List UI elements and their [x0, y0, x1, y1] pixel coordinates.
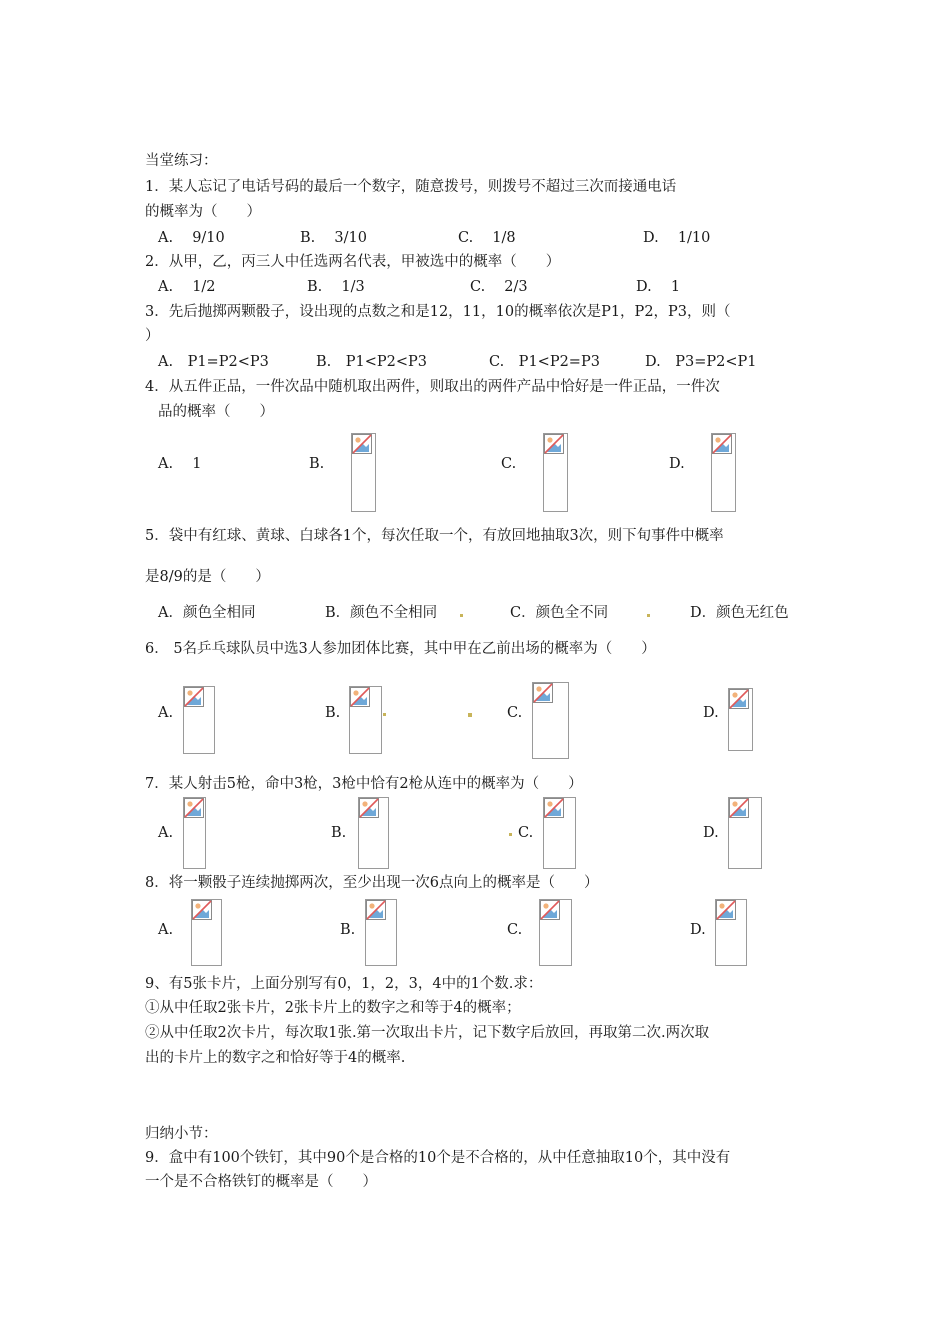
question-1-text: 1．某人忘记了电话号码的最后一个数字，随意拨号，则拨号不超过三次而接通电话 [145, 179, 677, 195]
stray-mark [383, 713, 386, 716]
q6-option-b: B. [325, 705, 341, 721]
q4-option-d: D. [669, 456, 685, 472]
q6-option-c: C. [507, 705, 523, 721]
q5-option-c: C．颜色全不同 [510, 605, 609, 621]
question-5-text-cont: 是8/9的是（ ） [145, 569, 270, 585]
q2-option-d: D. 1 [636, 279, 681, 295]
q6-option-a: A. [158, 705, 174, 721]
question-1-text-cont: 的概率为（ ） [145, 204, 261, 220]
formula-image-placeholder [728, 797, 762, 869]
formula-image-placeholder [728, 688, 753, 751]
q8-option-a: A. [158, 922, 174, 938]
broken-image-icon [366, 900, 386, 920]
question-4-text-cont: 品的概率（ ） [158, 404, 274, 420]
formula-image-placeholder [358, 797, 389, 869]
broken-image-icon [712, 434, 732, 454]
formula-image-placeholder [183, 686, 215, 754]
broken-image-icon [359, 798, 379, 818]
q3-option-a: A. P1=P2<P3 [158, 354, 269, 370]
q1-option-d: D. 1/10 [643, 230, 711, 246]
broken-image-icon [544, 434, 564, 454]
section-heading-summary: 归纳小节： [145, 1126, 218, 1142]
q7-option-a: A. [158, 825, 174, 841]
stray-mark [460, 614, 463, 617]
broken-image-icon [184, 798, 204, 818]
formula-image-placeholder [365, 899, 397, 966]
formula-image-placeholder [183, 797, 206, 869]
question-9-part-2-cont: 出的卡片上的数字之和恰好等于4的概率. [145, 1050, 406, 1066]
q7-option-d: D. [703, 825, 719, 841]
formula-image-placeholder [543, 797, 576, 869]
question-4-text: 4．从五件正品，一件次品中随机取出两件，则取出的两件产品中恰好是一件正品，一件次 [145, 379, 720, 395]
broken-image-icon [352, 434, 372, 454]
broken-image-icon [533, 683, 553, 703]
q4-option-c: C. [501, 456, 517, 472]
question-9-part-1: ①从中任取2张卡片，2张卡片上的数字之和等于4的概率； [145, 1000, 521, 1016]
q8-option-d: D. [690, 922, 706, 938]
q2-option-c: C. 2/3 [470, 279, 528, 295]
question-2-text: 2．从甲，乙，丙三人中任选两名代表，甲被选中的概率（ ） [145, 254, 561, 270]
q3-option-c: C. P1<P2=P3 [489, 354, 600, 370]
formula-image-placeholder [711, 433, 736, 512]
formula-image-placeholder [351, 433, 376, 512]
q2-option-a: A. 1/2 [158, 279, 216, 295]
q8-option-b: B. [340, 922, 356, 938]
broken-image-icon [350, 687, 370, 707]
formula-image-placeholder [539, 899, 572, 966]
formula-image-placeholder [191, 899, 222, 966]
broken-image-icon [184, 687, 204, 707]
q1-option-b: B. 3/10 [300, 230, 367, 246]
q1-option-a: A. 9/10 [158, 230, 225, 246]
formula-image-placeholder [532, 682, 569, 759]
stray-mark [647, 614, 650, 617]
question-3-text-cont: ） [145, 328, 160, 344]
question-10-text: 9．盒中有100个铁钉，其中90个是合格的10个是不合格的，从中任意抽取10个，其中没有 [145, 1150, 731, 1166]
formula-image-placeholder [715, 899, 747, 966]
broken-image-icon [729, 689, 749, 709]
q7-option-b: B. [331, 825, 347, 841]
q4-option-b: B. [309, 456, 325, 472]
q5-option-d: D．颜色无红色 [690, 605, 789, 621]
question-9-text: 9、有5张卡片，上面分别写有0，1，2，3，4中的1个数.求： [145, 976, 543, 992]
broken-image-icon [729, 798, 749, 818]
q7-option-c: C. [518, 825, 534, 841]
question-5-text: 5．袋中有红球、黄球、白球各1个，每次任取一个，有放回地抽取3次，则下旬事件中概率 [145, 528, 724, 544]
section-heading-practice: 当堂练习： [145, 153, 218, 169]
question-8-text: 8．将一颗骰子连续抛掷两次，至少出现一次6点向上的概率是（ ） [145, 875, 599, 891]
stray-mark [468, 713, 472, 717]
broken-image-icon [540, 900, 560, 920]
q4-option-a: A. 1 [158, 456, 202, 472]
formula-image-placeholder [349, 686, 382, 754]
broken-image-icon [716, 900, 736, 920]
formula-image-placeholder [543, 433, 568, 512]
question-3-text: 3．先后抛掷两颗骰子，设出现的点数之和是12，11，10的概率依次是P1，P2，P3，则（ [145, 304, 731, 320]
question-10-text-cont: 一个是不合格铁钉的概率是（ ） [145, 1174, 377, 1190]
q5-option-a: A．颜色全相同 [158, 605, 256, 621]
broken-image-icon [192, 900, 212, 920]
broken-image-icon [544, 798, 564, 818]
q8-option-c: C. [507, 922, 523, 938]
question-6-text: 6． 5名乒乓球队员中选3人参加团体比赛，其中甲在乙前出场的概率为（ ） [145, 641, 656, 657]
q6-option-d: D. [703, 705, 719, 721]
q3-option-b: B. P1<P2<P3 [316, 354, 428, 370]
q2-option-b: B. 1/3 [307, 279, 365, 295]
q3-option-d: D. P3=P2<P1 [645, 354, 757, 370]
question-9-part-2: ②从中任取2次卡片，每次取1张.第一次取出卡片，记下数字后放回，再取第二次.两次取 [145, 1025, 710, 1041]
q5-option-b: B．颜色不全相同 [325, 605, 438, 621]
question-7-text: 7．某人射击5枪，命中3枪，3枪中恰有2枪从连中的概率为（ ） [145, 776, 583, 792]
q1-option-c: C. 1/8 [458, 230, 516, 246]
stray-mark [509, 833, 512, 836]
